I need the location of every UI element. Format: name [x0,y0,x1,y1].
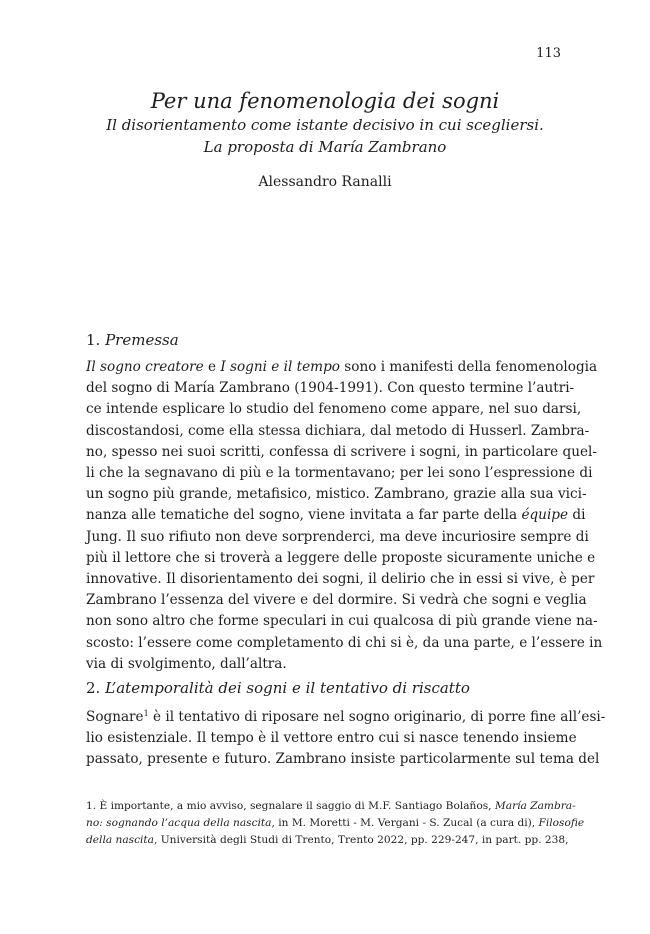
text-run: nanza alle tematiche del sogno, viene invitata a far parte della [86,507,522,524]
section-1-text-line [86,590,587,611]
section-2-text-line [86,749,600,770]
text-run: passato, presente e futuro. Zambrano insiste particolarmente sul tema del [86,751,600,768]
section-1-text-line [86,378,575,399]
text-run: del sogno di María Zambrano (1904-1991). Con questo termine l’autri- [86,380,575,397]
page-number: 113 [536,46,561,61]
section-1-text-line [86,421,590,442]
section-1-text-line [86,463,593,484]
italic-text: I sogni e il tempo [220,359,340,375]
text-run: e [203,359,221,375]
footnote [86,798,585,849]
text-run: discostandosi, come ella stessa dichiara, dal metodo di Husserl. Zambra- [86,422,590,439]
section-2-text-line [86,707,606,728]
article-subtitle-line-2: La proposta di María Zambrano [203,138,447,156]
section-1-text-line [86,548,596,569]
italic-text: María Zambra- [494,800,576,812]
section-1-text-line [86,569,595,590]
italic-text: équipe [521,507,569,524]
section-1-text-line [86,527,589,548]
text-run: lio esistenziale. Il tempo è il vettore entro cui si nasce tenendo insieme [86,730,577,747]
text-run: non sono altro che forme speculari in cui qualcosa di più grande viene na- [86,613,598,630]
footnote-marker: 1 [143,709,149,718]
section-1-text-line [86,505,586,526]
text-run: no, spesso nei suoi scritti, confessa di scrivere i sogni, in particolare quel- [86,443,597,460]
text-run: , in M. Moretti - M. Vergani - S. Zucal (a cura di), [271,817,539,829]
text-run: 1. È importante, a mio avviso, segnalare il saggio di M.F. Santiago Bolaños, [86,800,495,812]
text-run: scosto: l’essere come completamento di chi si è, da una parte, e l’essere in [86,634,603,651]
text-run: un sogno più grande, metafisico, mistico. Zambrano, grazie alla sua vici- [86,486,587,503]
section-1-title: Premessa [105,331,179,349]
section-1-text-line [86,611,598,632]
footnote-text-line [86,798,576,815]
text-run: Zambrano l’essenza del vivere e del dormire. Si vedrà che sogni e veglia [86,592,587,609]
section-2-paragraph [86,707,606,771]
text-run: ce intende esplicare lo studio del fenomeno come appare, nel suo darsi, [86,401,582,418]
text-run: di [568,507,586,524]
footnote-text-line [86,815,585,832]
section-1-text-line [86,357,598,378]
author-name: Alessandro Ranalli [258,174,392,190]
italic-text: no: sognando l’acqua della nascita [86,817,272,829]
text-run: , Università degli Studi di Trento, Trento 2022, pp. 229-247, in part. pp. 238, [153,834,569,846]
section-1-text-line [86,654,564,675]
text-run: è il tentativo di riposare nel sogno originario, di porre fine all’esi- [148,709,606,725]
article-title: Per una fenomenologia dei sogni [150,89,500,113]
text-run: più il lettore che si troverà a leggere delle proposte sicuramente uniche e [86,549,596,566]
section-1-text-line [86,633,603,654]
footnote-text-line [86,832,569,849]
italic-text: della nascita [86,834,154,846]
text-run: sono i manifesti della fenomenologia [339,359,598,375]
section-1-text-line [86,442,597,463]
text-run: Sognare [86,709,144,725]
section-1-number: 1. [86,331,101,349]
section-2-number: 2. [86,679,101,697]
section-2-text-line [86,728,577,749]
title-block [0,88,650,192]
section-2-title: L’atemporalità dei sogni e il tentativo di riscatto [105,679,470,697]
section-1-paragraph [86,357,603,675]
section-1-text-line [86,484,587,505]
text-run: innovative. Il disorientamento dei sogni, il delirio che in essi si vive, è per [86,571,595,588]
text-run: li che la segnavano di più e la tormentavano; per lei sono l’espressione di [86,465,593,482]
section-2-heading [86,678,566,698]
text-run: via di svolgimento, dall’altra. [86,655,287,672]
text-run: Jung. Il suo rifiuto non deve sorprenderci, ma deve incuriosire sempre di [86,528,589,545]
section-1-heading [86,330,566,350]
italic-text: Il sogno creatore [86,359,204,375]
section-1-text-line [86,399,582,420]
italic-text: Filosofie [538,817,585,829]
article-subtitle-line-1: Il disorientamento come istante decisivo in cui scegliersi. [106,116,544,134]
